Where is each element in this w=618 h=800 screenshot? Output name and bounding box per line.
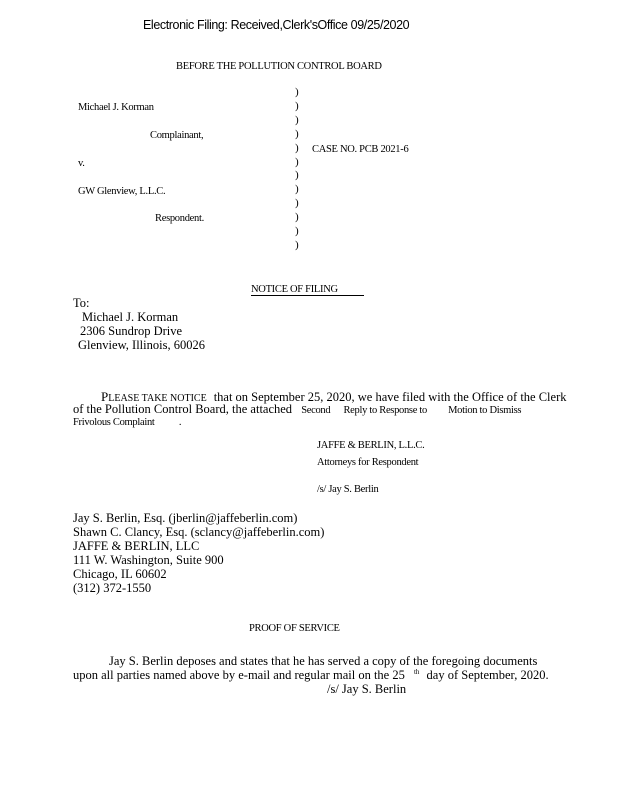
proof-line2	[73, 668, 549, 683]
to-label: To:	[73, 296, 90, 310]
respondent-name: GW Glenview, L.L.C.	[78, 186, 166, 197]
paren: )	[295, 211, 299, 224]
paren: )	[295, 86, 299, 98]
paren: )	[295, 99, 299, 112]
paren: )	[295, 169, 299, 182]
period: .	[178, 417, 182, 428]
doc-title-part: Frivolous Complaint	[73, 417, 155, 428]
caption-parens	[295, 86, 299, 253]
paren: )	[295, 155, 299, 168]
notice-body-line2	[73, 402, 521, 417]
paren: )	[295, 141, 299, 154]
paren: )	[295, 113, 299, 126]
proof-text: upon all parties named above by e-mail and regular mail on the 25	[73, 668, 405, 683]
address-line: Michael J. Korman	[82, 310, 179, 324]
versus: v.	[78, 158, 85, 169]
please-cap: P	[101, 389, 109, 404]
complainant-role: Complainant,	[150, 130, 204, 141]
proof-line1: Jay S. Berlin deposes and states that he has served a copy of the foregoing documents	[109, 654, 538, 668]
board-heading: BEFORE THE POLLUTION CONTROL BOARD	[176, 61, 382, 72]
paren: )	[295, 225, 299, 238]
ordinal-suffix: th	[413, 668, 420, 676]
counsel-contacts	[73, 511, 324, 595]
please-rest: LEASE TAKE NOTICE	[108, 393, 207, 404]
firm-name: JAFFE & BERLIN, L.L.C.	[317, 440, 425, 451]
signature: /s/ Jay S. Berlin	[317, 484, 379, 495]
doc-title-part: Reply to Response to	[343, 405, 427, 416]
proof-title: PROOF OF SERVICE	[249, 623, 340, 634]
contact-line: Jay S. Berlin, Esq. (jberlin@jaffeberlin.com)	[73, 511, 298, 525]
respondent-role: Respondent.	[155, 213, 204, 224]
proof-signature: /s/ Jay S. Berlin	[327, 682, 407, 696]
contact-line: JAFFE & BERLIN, LLC	[73, 539, 200, 553]
firm-role: Attorneys for Respondent	[317, 457, 419, 468]
paren: )	[295, 197, 299, 210]
complainant-name: Michael J. Korman	[78, 102, 154, 113]
filing-stamp: Electronic Filing: Received,Clerk'sOffice 09/25/2020	[143, 18, 410, 32]
case-number: CASE NO. PCB 2021-6	[312, 144, 409, 155]
doc-title-part: Motion to Dismiss	[448, 405, 522, 416]
contact-line: 111 W. Washington, Suite 900	[73, 553, 224, 567]
recipient-address	[78, 310, 205, 352]
contact-line: (312) 372-1550	[73, 581, 152, 595]
proof-text: day of September, 2020.	[426, 668, 549, 683]
notice-title	[251, 284, 364, 296]
notice-body-line3	[73, 417, 181, 428]
address-line: Glenview, Illinois, 60026	[78, 338, 205, 352]
paren: )	[295, 238, 299, 251]
notice-title-text: NOTICE OF FILING	[251, 284, 338, 295]
contact-line: Chicago, IL 60602	[73, 567, 167, 581]
notice-body-text: that on September 25, 2020, we have filed with the Office of the Clerk	[213, 390, 567, 404]
notice-body-text: of the Pollution Control Board, the attached	[73, 402, 293, 416]
doc-title-part: Second	[301, 405, 331, 416]
paren: )	[295, 183, 299, 196]
contact-line: Shawn C. Clancy, Esq. (sclancy@jaffeberlin.com)	[73, 525, 325, 539]
address-line: 2306 Sundrop Drive	[80, 324, 183, 338]
paren: )	[295, 127, 299, 140]
